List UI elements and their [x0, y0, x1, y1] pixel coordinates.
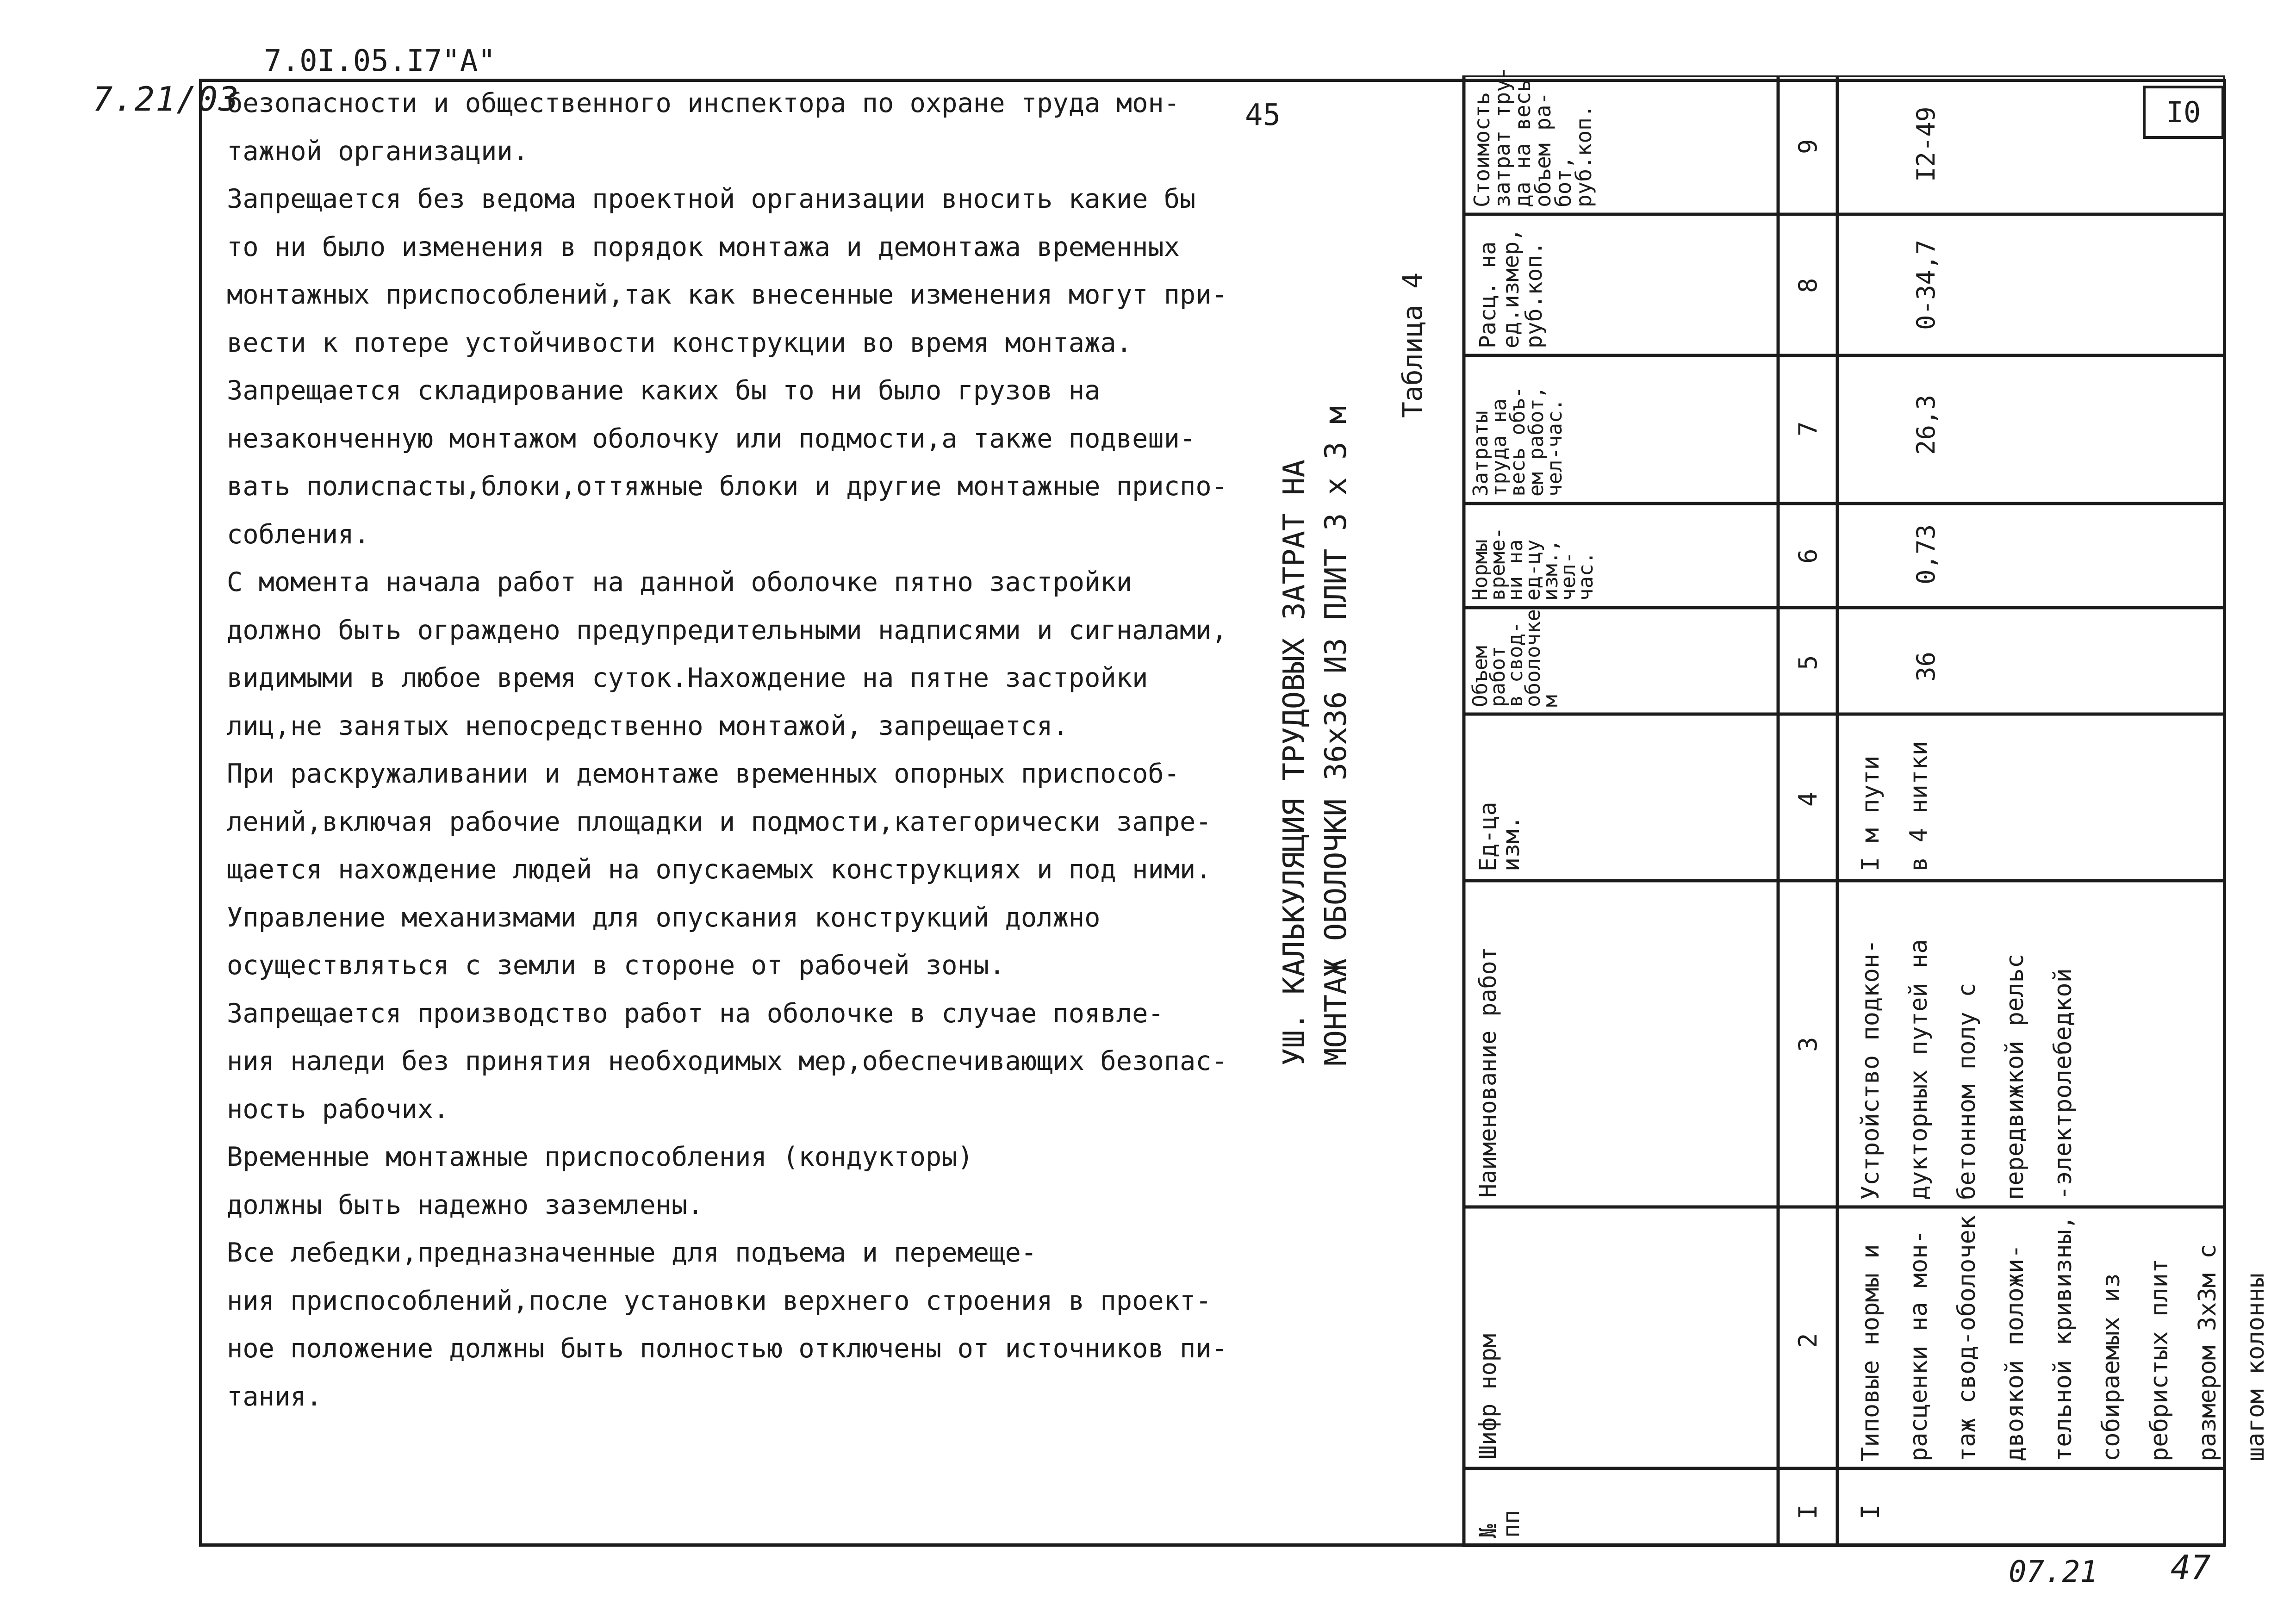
text-line: вести к потере устойчивости конструкции во время монтажа.	[227, 327, 1132, 358]
col-number: 5	[1793, 655, 1823, 670]
text-line: Запрещается без ведома проектной организации вносить какие бы	[227, 184, 1196, 214]
text-line: При раскружаливании и демонтаже временных опорных приспособ-	[227, 759, 1180, 789]
text-line: Все лебедки,предназначенные для подъема и перемеще-	[227, 1237, 1037, 1268]
side-number: 7.21/03	[93, 80, 240, 118]
page-number: 45	[1245, 98, 1281, 132]
text-line: собления.	[227, 519, 370, 550]
row-unit: I м пути в 4 нитки	[1857, 741, 1933, 871]
row-num: I	[1856, 1504, 1885, 1519]
text-line: должны быть надежно заземлены.	[227, 1189, 703, 1220]
header-cell-volume: Объем работ в свод- оболочке м	[1468, 609, 1562, 707]
text-line: С момента начала работ на данной оболочке пятно застройки	[227, 567, 1132, 597]
text-line: Запрещается производство работ на оболочке в случае появле-	[227, 998, 1164, 1029]
header-cell-labor: Затраты труда на весь объ- ем работ, чел-час.	[1469, 386, 1567, 497]
col-number: 4	[1793, 791, 1823, 807]
text-line: Временные монтажные приспособления (кондукторы)	[227, 1142, 973, 1172]
text-line: незаконченную монтажом оболочку или подмости,а также подвеши-	[227, 423, 1196, 454]
text-line: ния приспособлений,после установки верхнего строения в проект-	[227, 1285, 1212, 1316]
header-cell-rate: Расц. на ед.измер, руб.коп.	[1475, 228, 1547, 348]
document-code: 7.0I.05.I7"А"	[264, 44, 496, 78]
text-line: лений,включая рабочие площадки и подмости,категорически запре-	[227, 806, 1212, 837]
row-cost: I2-49	[1911, 106, 1941, 182]
header-cell-unit: Ед-ца изм.	[1475, 802, 1524, 871]
row-rate: 0-34,7	[1911, 239, 1941, 330]
safety-text	[227, 80, 1227, 1421]
table-title-line-1: УШ. КАЛЬКУЛЯЦИЯ ТРУДОВЫХ ЗАТРАТ НА	[1277, 459, 1312, 1066]
text-line: видимыми в любое время суток.Нахождение на пятне застройки	[227, 663, 1148, 693]
col-number: I	[1793, 1504, 1823, 1519]
table-title-line-2: МОНТАЖ ОБОЛОЧКИ 36х36 ИЗ ПЛИТ 3 х 3 м	[1319, 406, 1353, 1066]
header-cell-name: Наименование работ	[1475, 947, 1501, 1198]
header-cell-num: № пп	[1475, 1510, 1524, 1538]
sheet-number: I0	[2143, 86, 2224, 139]
text-line: щается нахождение людей на опускаемых конструкциях и под ними.	[227, 854, 1212, 885]
col-number: 3	[1793, 1037, 1823, 1052]
footer-code: 07.21	[2009, 1555, 2098, 1589]
text-line: осуществляться с земли в стороне от рабочей зоны.	[227, 950, 1005, 981]
col-number: 8	[1793, 278, 1823, 293]
text-line: то ни было изменения в порядок монтажа и демонтажа временных	[227, 231, 1180, 262]
text-line: должно быть ограждено предупредительными надписями и сигналами,	[227, 615, 1227, 646]
row-name: Устройство подкон- дукторных путей на бетонном полу с передвижкой рельс -электролебедкой	[1857, 939, 2077, 1200]
col-number: 6	[1793, 548, 1823, 564]
text-line: тажной организации.	[227, 136, 529, 167]
col-number: 2	[1793, 1333, 1823, 1348]
text-line: Управление механизмами для опускания конструкций должно	[227, 902, 1101, 933]
footer-page-number: 47	[2171, 1548, 2211, 1587]
row-volume: 36	[1911, 651, 1941, 682]
text-line: тания.	[227, 1381, 322, 1412]
header-cell-cost: Стоимость затрат тру- да на весь объем ра- бот, руб.коп.	[1469, 66, 1596, 207]
text-line: ния наледи без принятия необходимых мер,обеспечивающих безопас-	[227, 1046, 1227, 1076]
row-labor: 26,3	[1911, 394, 1941, 455]
text-line: Запрещается складирование каких бы то ни было грузов на	[227, 375, 1101, 406]
col-number: 7	[1793, 421, 1823, 436]
row-code: Типовые нормы и расценки на мон- таж свод-оболочек двоякой положи- тельной кривизны, собираемых из ребристых плит размером 3х3м с шагом колонны	[1857, 1215, 2270, 1461]
calculation-table-section	[1259, 66, 2270, 1547]
text-line: лиц,не занятых непосредственно монтажой, запрещается.	[227, 710, 1069, 741]
text-line: ное положение должны быть полностью отключены от источников пи-	[227, 1333, 1227, 1364]
text-line: ность рабочих.	[227, 1094, 449, 1125]
text-line: вать полиспасты,блоки,оттяжные блоки и другие монтажные приспо-	[227, 471, 1227, 502]
text-line: безопасности и общественного инспектора по охране труда мон-	[227, 88, 1180, 118]
header-cell-norm: Нормы време- ни на ед-цу изм., чел- час.	[1468, 527, 1598, 601]
row-norm: 0,73	[1911, 524, 1941, 585]
table-caption: Таблица 4	[1397, 272, 1428, 418]
text-line: монтажных приспособлений,так как внесенные изменения могут при-	[227, 280, 1227, 310]
col-number: 9	[1793, 139, 1823, 154]
header-cell-code: Шифр норм	[1475, 1334, 1501, 1459]
